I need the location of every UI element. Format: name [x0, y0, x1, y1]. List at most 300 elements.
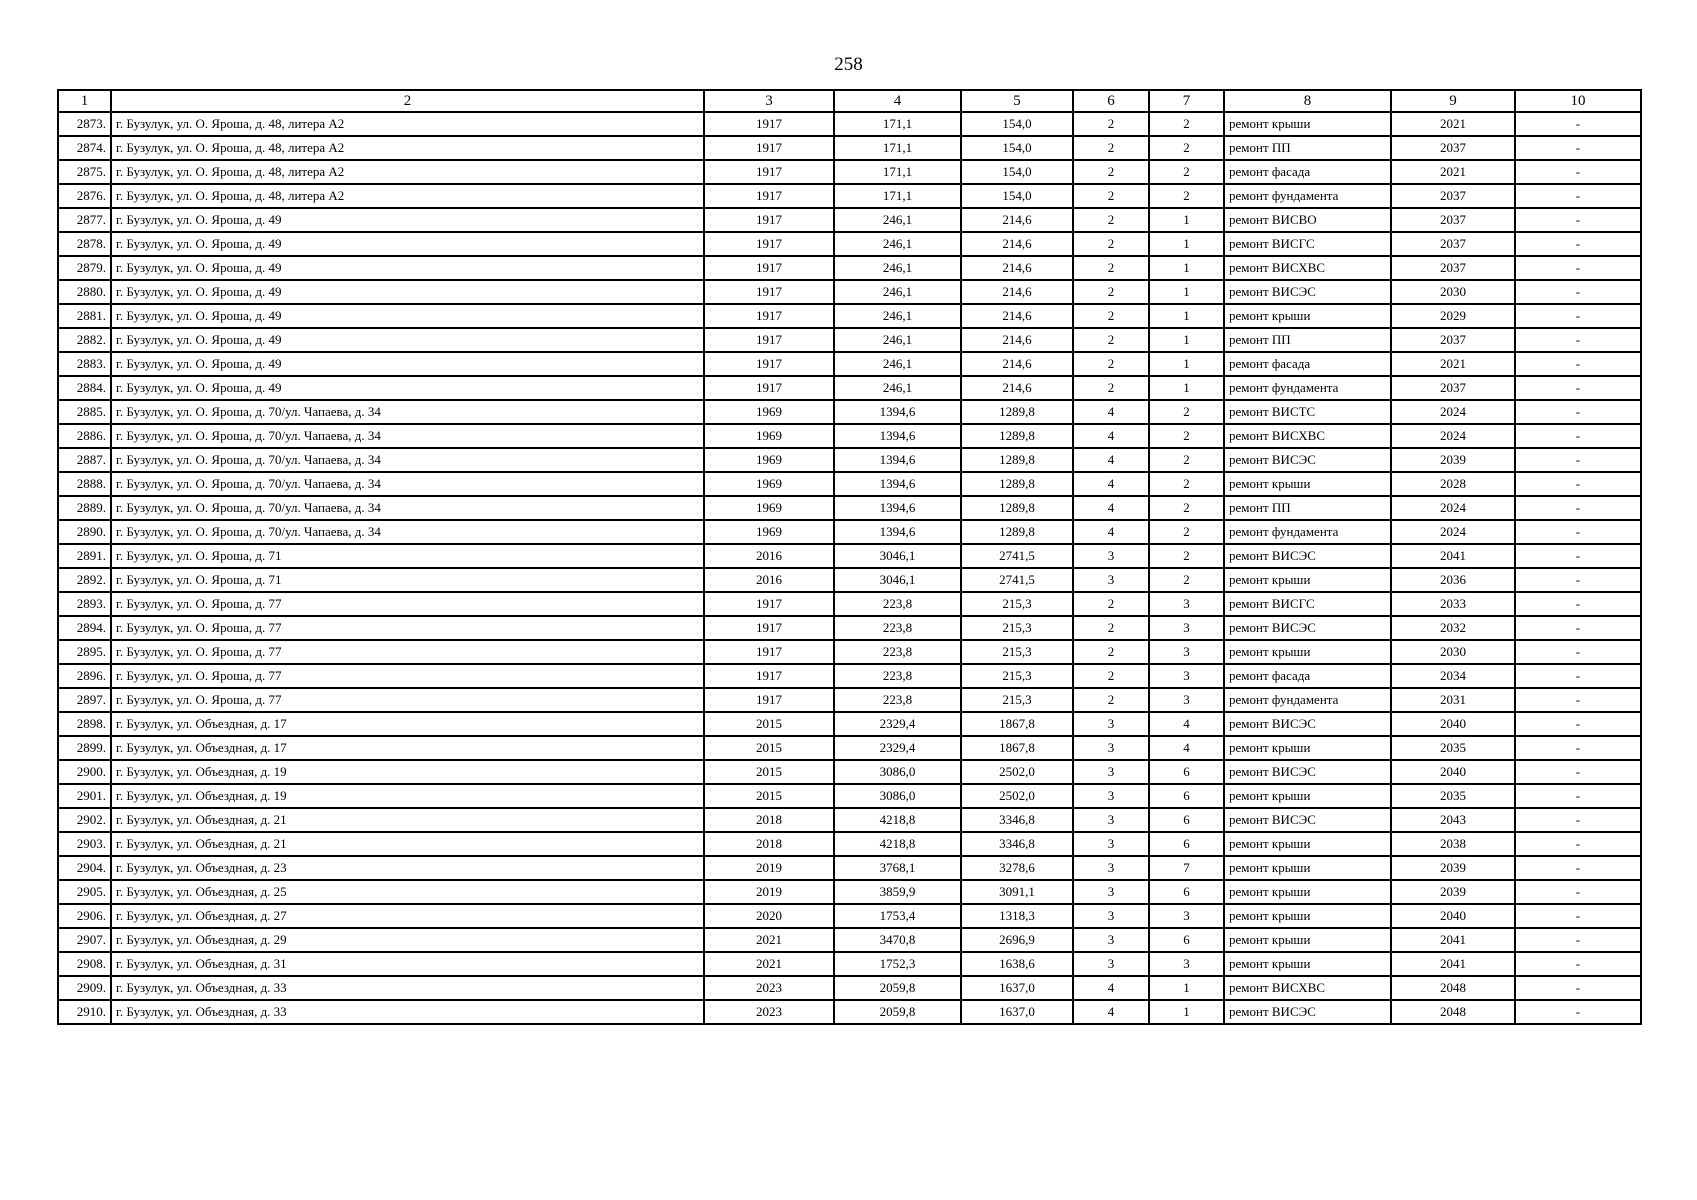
- table-body: [58, 112, 1641, 1024]
- total-area-cell: 3470,8: [834, 928, 961, 952]
- living-area-cell: 214,6: [961, 232, 1073, 256]
- floors-cell: 4: [1073, 976, 1149, 1000]
- living-area-cell: 214,6: [961, 256, 1073, 280]
- floors-cell: 3: [1073, 808, 1149, 832]
- living-area-cell: 2502,0: [961, 784, 1073, 808]
- row-number-cell: 2886.: [58, 424, 111, 448]
- year-built-cell: 1917: [704, 232, 834, 256]
- total-area-cell: 223,8: [834, 616, 961, 640]
- living-area-cell: 3346,8: [961, 808, 1073, 832]
- note-cell: -: [1515, 616, 1641, 640]
- work-type-cell: ремонт крыши: [1224, 832, 1391, 856]
- entrances-cell: 2: [1149, 112, 1224, 136]
- note-cell: -: [1515, 400, 1641, 424]
- work-type-cell: ремонт ПП: [1224, 136, 1391, 160]
- row-number-cell: 2883.: [58, 352, 111, 376]
- planned-year-cell: 2030: [1391, 640, 1515, 664]
- note-cell: -: [1515, 352, 1641, 376]
- year-built-cell: 1917: [704, 160, 834, 184]
- table-row: [58, 760, 1641, 784]
- row-number-cell: 2906.: [58, 904, 111, 928]
- floors-cell: 3: [1073, 904, 1149, 928]
- living-area-cell: 1289,8: [961, 472, 1073, 496]
- planned-year-cell: 2037: [1391, 136, 1515, 160]
- work-type-cell: ремонт ВИСХВС: [1224, 256, 1391, 280]
- note-cell: -: [1515, 520, 1641, 544]
- address-cell: г. Бузулук, ул. О. Яроша, д. 77: [111, 592, 704, 616]
- row-number-cell: 2910.: [58, 1000, 111, 1024]
- living-area-cell: 1867,8: [961, 736, 1073, 760]
- floors-cell: 3: [1073, 880, 1149, 904]
- total-area-cell: 171,1: [834, 112, 961, 136]
- floors-cell: 3: [1073, 544, 1149, 568]
- year-built-cell: 1917: [704, 136, 834, 160]
- entrances-cell: 2: [1149, 400, 1224, 424]
- living-area-cell: 215,3: [961, 664, 1073, 688]
- total-area-cell: 223,8: [834, 664, 961, 688]
- table-row: [58, 616, 1641, 640]
- work-type-cell: ремонт крыши: [1224, 928, 1391, 952]
- note-cell: -: [1515, 664, 1641, 688]
- work-type-cell: ремонт фасада: [1224, 664, 1391, 688]
- entrances-cell: 4: [1149, 736, 1224, 760]
- note-cell: -: [1515, 688, 1641, 712]
- living-area-cell: 1289,8: [961, 496, 1073, 520]
- planned-year-cell: 2037: [1391, 184, 1515, 208]
- table-row: [58, 424, 1641, 448]
- address-cell: г. Бузулук, ул. Объездная, д. 19: [111, 784, 704, 808]
- living-area-cell: 214,6: [961, 328, 1073, 352]
- table-row: [58, 328, 1641, 352]
- total-area-cell: 2329,4: [834, 736, 961, 760]
- entrances-cell: 1: [1149, 256, 1224, 280]
- column-number-4: 4: [834, 90, 961, 112]
- planned-year-cell: 2021: [1391, 352, 1515, 376]
- row-number-cell: 2898.: [58, 712, 111, 736]
- note-cell: -: [1515, 160, 1641, 184]
- address-cell: г. Бузулук, ул. О. Яроша, д. 70/ул. Чапаева, д. 34: [111, 448, 704, 472]
- address-cell: г. Бузулук, ул. О. Яроша, д. 70/ул. Чапаева, д. 34: [111, 520, 704, 544]
- work-type-cell: ремонт ВИСЭС: [1224, 544, 1391, 568]
- floors-cell: 2: [1073, 376, 1149, 400]
- work-type-cell: ремонт крыши: [1224, 304, 1391, 328]
- year-built-cell: 1917: [704, 208, 834, 232]
- row-number-cell: 2878.: [58, 232, 111, 256]
- floors-cell: 2: [1073, 328, 1149, 352]
- note-cell: -: [1515, 184, 1641, 208]
- entrances-cell: 1: [1149, 352, 1224, 376]
- year-built-cell: 2023: [704, 976, 834, 1000]
- floors-cell: 3: [1073, 928, 1149, 952]
- planned-year-cell: 2048: [1391, 976, 1515, 1000]
- living-area-cell: 214,6: [961, 208, 1073, 232]
- row-number-cell: 2875.: [58, 160, 111, 184]
- work-type-cell: ремонт ВИСЭС: [1224, 760, 1391, 784]
- year-built-cell: 1917: [704, 640, 834, 664]
- note-cell: -: [1515, 208, 1641, 232]
- note-cell: -: [1515, 328, 1641, 352]
- address-cell: г. Бузулук, ул. Объездная, д. 21: [111, 808, 704, 832]
- table-row: [58, 784, 1641, 808]
- living-area-cell: 1289,8: [961, 400, 1073, 424]
- planned-year-cell: 2024: [1391, 424, 1515, 448]
- entrances-cell: 7: [1149, 856, 1224, 880]
- work-type-cell: ремонт крыши: [1224, 952, 1391, 976]
- living-area-cell: 215,3: [961, 640, 1073, 664]
- address-cell: г. Бузулук, ул. О. Яроша, д. 77: [111, 616, 704, 640]
- row-number-cell: 2884.: [58, 376, 111, 400]
- address-cell: г. Бузулук, ул. Объездная, д. 25: [111, 880, 704, 904]
- column-number-8: 8: [1224, 90, 1391, 112]
- address-cell: г. Бузулук, ул. Объездная, д. 23: [111, 856, 704, 880]
- planned-year-cell: 2021: [1391, 112, 1515, 136]
- floors-cell: 2: [1073, 160, 1149, 184]
- entrances-cell: 3: [1149, 616, 1224, 640]
- note-cell: -: [1515, 376, 1641, 400]
- row-number-cell: 2894.: [58, 616, 111, 640]
- work-type-cell: ремонт фасада: [1224, 160, 1391, 184]
- entrances-cell: 1: [1149, 376, 1224, 400]
- work-type-cell: ремонт ВИСХВС: [1224, 976, 1391, 1000]
- table-row: [58, 664, 1641, 688]
- total-area-cell: 246,1: [834, 256, 961, 280]
- entrances-cell: 6: [1149, 808, 1224, 832]
- address-cell: г. Бузулук, ул. Объездная, д. 33: [111, 1000, 704, 1024]
- floors-cell: 4: [1073, 400, 1149, 424]
- row-number-cell: 2887.: [58, 448, 111, 472]
- year-built-cell: 2016: [704, 568, 834, 592]
- address-cell: г. Бузулук, ул. О. Яроша, д. 49: [111, 352, 704, 376]
- total-area-cell: 1394,6: [834, 496, 961, 520]
- row-number-cell: 2904.: [58, 856, 111, 880]
- total-area-cell: 246,1: [834, 280, 961, 304]
- row-number-cell: 2876.: [58, 184, 111, 208]
- table-row: [58, 520, 1641, 544]
- table-row: [58, 832, 1641, 856]
- total-area-cell: 171,1: [834, 160, 961, 184]
- planned-year-cell: 2039: [1391, 856, 1515, 880]
- year-built-cell: 2021: [704, 952, 834, 976]
- planned-year-cell: 2040: [1391, 712, 1515, 736]
- living-area-cell: 2696,9: [961, 928, 1073, 952]
- entrances-cell: 3: [1149, 952, 1224, 976]
- year-built-cell: 1917: [704, 328, 834, 352]
- work-type-cell: ремонт ВИСВО: [1224, 208, 1391, 232]
- planned-year-cell: 2037: [1391, 376, 1515, 400]
- year-built-cell: 2020: [704, 904, 834, 928]
- total-area-cell: 223,8: [834, 640, 961, 664]
- year-built-cell: 2015: [704, 736, 834, 760]
- year-built-cell: 2015: [704, 760, 834, 784]
- floors-cell: 3: [1073, 568, 1149, 592]
- floors-cell: 2: [1073, 184, 1149, 208]
- table-row: [58, 208, 1641, 232]
- entrances-cell: 1: [1149, 208, 1224, 232]
- column-number-row: [58, 90, 1641, 112]
- planned-year-cell: 2039: [1391, 880, 1515, 904]
- floors-cell: 2: [1073, 256, 1149, 280]
- work-type-cell: ремонт крыши: [1224, 880, 1391, 904]
- floors-cell: 2: [1073, 352, 1149, 376]
- year-built-cell: 2019: [704, 856, 834, 880]
- table-row: [58, 352, 1641, 376]
- planned-year-cell: 2037: [1391, 256, 1515, 280]
- table-row: [58, 568, 1641, 592]
- year-built-cell: 1917: [704, 376, 834, 400]
- table-row: [58, 904, 1641, 928]
- table-row: [58, 160, 1641, 184]
- row-number-cell: 2885.: [58, 400, 111, 424]
- total-area-cell: 3859,9: [834, 880, 961, 904]
- living-area-cell: 214,6: [961, 352, 1073, 376]
- floors-cell: 2: [1073, 304, 1149, 328]
- year-built-cell: 2019: [704, 880, 834, 904]
- row-number-cell: 2899.: [58, 736, 111, 760]
- note-cell: -: [1515, 592, 1641, 616]
- planned-year-cell: 2040: [1391, 760, 1515, 784]
- work-type-cell: ремонт фасада: [1224, 352, 1391, 376]
- year-built-cell: 1917: [704, 664, 834, 688]
- address-cell: г. Бузулук, ул. О. Яроша, д. 49: [111, 304, 704, 328]
- address-cell: г. Бузулук, ул. О. Яроша, д. 48, литера А2: [111, 184, 704, 208]
- total-area-cell: 3086,0: [834, 784, 961, 808]
- living-area-cell: 3091,1: [961, 880, 1073, 904]
- row-number-cell: 2890.: [58, 520, 111, 544]
- total-area-cell: 246,1: [834, 208, 961, 232]
- planned-year-cell: 2028: [1391, 472, 1515, 496]
- living-area-cell: 214,6: [961, 280, 1073, 304]
- row-number-cell: 2905.: [58, 880, 111, 904]
- column-number-6: 6: [1073, 90, 1149, 112]
- row-number-cell: 2893.: [58, 592, 111, 616]
- table-row: [58, 1000, 1641, 1024]
- total-area-cell: 246,1: [834, 232, 961, 256]
- year-built-cell: 1917: [704, 304, 834, 328]
- table-row: [58, 976, 1641, 1000]
- planned-year-cell: 2033: [1391, 592, 1515, 616]
- floors-cell: 2: [1073, 232, 1149, 256]
- work-type-cell: ремонт ВИСЭС: [1224, 712, 1391, 736]
- living-area-cell: 1318,3: [961, 904, 1073, 928]
- floors-cell: 2: [1073, 616, 1149, 640]
- year-built-cell: 1969: [704, 472, 834, 496]
- floors-cell: 3: [1073, 952, 1149, 976]
- planned-year-cell: 2043: [1391, 808, 1515, 832]
- entrances-cell: 2: [1149, 136, 1224, 160]
- total-area-cell: 223,8: [834, 688, 961, 712]
- year-built-cell: 1969: [704, 400, 834, 424]
- floors-cell: 4: [1073, 520, 1149, 544]
- note-cell: -: [1515, 952, 1641, 976]
- floors-cell: 2: [1073, 280, 1149, 304]
- note-cell: -: [1515, 232, 1641, 256]
- year-built-cell: 1969: [704, 520, 834, 544]
- planned-year-cell: 2024: [1391, 496, 1515, 520]
- row-number-cell: 2888.: [58, 472, 111, 496]
- entrances-cell: 4: [1149, 712, 1224, 736]
- note-cell: -: [1515, 736, 1641, 760]
- address-cell: г. Бузулук, ул. О. Яроша, д. 70/ул. Чапаева, д. 34: [111, 424, 704, 448]
- living-area-cell: 3346,8: [961, 832, 1073, 856]
- table-row: [58, 952, 1641, 976]
- row-number-cell: 2877.: [58, 208, 111, 232]
- living-area-cell: 154,0: [961, 160, 1073, 184]
- year-built-cell: 2015: [704, 784, 834, 808]
- total-area-cell: 3086,0: [834, 760, 961, 784]
- floors-cell: 4: [1073, 496, 1149, 520]
- note-cell: -: [1515, 448, 1641, 472]
- total-area-cell: 171,1: [834, 136, 961, 160]
- column-number-1: 1: [58, 90, 111, 112]
- entrances-cell: 2: [1149, 520, 1224, 544]
- note-cell: -: [1515, 304, 1641, 328]
- total-area-cell: 4218,8: [834, 808, 961, 832]
- note-cell: -: [1515, 568, 1641, 592]
- entrances-cell: 6: [1149, 760, 1224, 784]
- row-number-cell: 2881.: [58, 304, 111, 328]
- floors-cell: 4: [1073, 424, 1149, 448]
- total-area-cell: 1394,6: [834, 400, 961, 424]
- column-number-9: 9: [1391, 90, 1515, 112]
- year-built-cell: 1969: [704, 424, 834, 448]
- total-area-cell: 223,8: [834, 592, 961, 616]
- work-type-cell: ремонт крыши: [1224, 856, 1391, 880]
- living-area-cell: 1637,0: [961, 976, 1073, 1000]
- living-area-cell: 2502,0: [961, 760, 1073, 784]
- address-cell: г. Бузулук, ул. О. Яроша, д. 49: [111, 208, 704, 232]
- address-cell: г. Бузулук, ул. Объездная, д. 17: [111, 712, 704, 736]
- note-cell: -: [1515, 976, 1641, 1000]
- planned-year-cell: 2041: [1391, 544, 1515, 568]
- row-number-cell: 2901.: [58, 784, 111, 808]
- living-area-cell: 1289,8: [961, 424, 1073, 448]
- total-area-cell: 246,1: [834, 352, 961, 376]
- living-area-cell: 2741,5: [961, 568, 1073, 592]
- floors-cell: 2: [1073, 208, 1149, 232]
- total-area-cell: 246,1: [834, 328, 961, 352]
- entrances-cell: 3: [1149, 592, 1224, 616]
- year-built-cell: 2018: [704, 808, 834, 832]
- table-row: [58, 376, 1641, 400]
- address-cell: г. Бузулук, ул. Объездная, д. 17: [111, 736, 704, 760]
- address-cell: г. Бузулук, ул. О. Яроша, д. 70/ул. Чапаева, д. 34: [111, 472, 704, 496]
- year-built-cell: 1917: [704, 184, 834, 208]
- work-type-cell: ремонт крыши: [1224, 784, 1391, 808]
- year-built-cell: 1917: [704, 280, 834, 304]
- entrances-cell: 2: [1149, 160, 1224, 184]
- living-area-cell: 1289,8: [961, 520, 1073, 544]
- year-built-cell: 1917: [704, 112, 834, 136]
- year-built-cell: 2023: [704, 1000, 834, 1024]
- note-cell: -: [1515, 472, 1641, 496]
- entrances-cell: 1: [1149, 304, 1224, 328]
- address-cell: г. Бузулук, ул. О. Яроша, д. 77: [111, 688, 704, 712]
- floors-cell: 3: [1073, 784, 1149, 808]
- entrances-cell: 2: [1149, 424, 1224, 448]
- table-row: [58, 640, 1641, 664]
- floors-cell: 3: [1073, 712, 1149, 736]
- column-number-2: 2: [111, 90, 704, 112]
- planned-year-cell: 2024: [1391, 400, 1515, 424]
- year-built-cell: 1969: [704, 448, 834, 472]
- row-number-cell: 2882.: [58, 328, 111, 352]
- floors-cell: 2: [1073, 664, 1149, 688]
- year-built-cell: 1917: [704, 256, 834, 280]
- year-built-cell: 2016: [704, 544, 834, 568]
- note-cell: -: [1515, 280, 1641, 304]
- row-number-cell: 2909.: [58, 976, 111, 1000]
- living-area-cell: 1289,8: [961, 448, 1073, 472]
- living-area-cell: 214,6: [961, 376, 1073, 400]
- table-row: [58, 856, 1641, 880]
- table-row: [58, 928, 1641, 952]
- note-cell: -: [1515, 136, 1641, 160]
- repair-schedule-table: [57, 89, 1642, 1025]
- row-number-cell: 2892.: [58, 568, 111, 592]
- row-number-cell: 2907.: [58, 928, 111, 952]
- total-area-cell: 1753,4: [834, 904, 961, 928]
- work-type-cell: ремонт крыши: [1224, 568, 1391, 592]
- living-area-cell: 1638,6: [961, 952, 1073, 976]
- address-cell: г. Бузулук, ул. О. Яроша, д. 49: [111, 280, 704, 304]
- address-cell: г. Бузулук, ул. Объездная, д. 33: [111, 976, 704, 1000]
- table-row: [58, 256, 1641, 280]
- note-cell: -: [1515, 712, 1641, 736]
- row-number-cell: 2889.: [58, 496, 111, 520]
- address-cell: г. Бузулук, ул. О. Яроша, д. 49: [111, 328, 704, 352]
- year-built-cell: 1917: [704, 688, 834, 712]
- table-row: [58, 688, 1641, 712]
- note-cell: -: [1515, 880, 1641, 904]
- floors-cell: 2: [1073, 688, 1149, 712]
- total-area-cell: 3046,1: [834, 568, 961, 592]
- work-type-cell: ремонт ВИСГС: [1224, 232, 1391, 256]
- planned-year-cell: 2040: [1391, 904, 1515, 928]
- note-cell: -: [1515, 496, 1641, 520]
- work-type-cell: ремонт ВИСЭС: [1224, 1000, 1391, 1024]
- note-cell: -: [1515, 640, 1641, 664]
- column-number-5: 5: [961, 90, 1073, 112]
- address-cell: г. Бузулук, ул. О. Яроша, д. 77: [111, 664, 704, 688]
- address-cell: г. Бузулук, ул. О. Яроша, д. 48, литера А2: [111, 112, 704, 136]
- table-row: [58, 448, 1641, 472]
- planned-year-cell: 2035: [1391, 784, 1515, 808]
- work-type-cell: ремонт ВИСХВС: [1224, 424, 1391, 448]
- address-cell: г. Бузулук, ул. О. Яроша, д. 71: [111, 544, 704, 568]
- table-row: [58, 232, 1641, 256]
- floors-cell: 3: [1073, 736, 1149, 760]
- living-area-cell: 1637,0: [961, 1000, 1073, 1024]
- planned-year-cell: 2024: [1391, 520, 1515, 544]
- row-number-cell: 2908.: [58, 952, 111, 976]
- row-number-cell: 2895.: [58, 640, 111, 664]
- work-type-cell: ремонт фундамента: [1224, 688, 1391, 712]
- address-cell: г. Бузулук, ул. О. Яроша, д. 48, литера А2: [111, 136, 704, 160]
- note-cell: -: [1515, 832, 1641, 856]
- note-cell: -: [1515, 544, 1641, 568]
- note-cell: -: [1515, 256, 1641, 280]
- entrances-cell: 6: [1149, 832, 1224, 856]
- row-number-cell: 2874.: [58, 136, 111, 160]
- planned-year-cell: 2021: [1391, 160, 1515, 184]
- planned-year-cell: 2035: [1391, 736, 1515, 760]
- floors-cell: 2: [1073, 112, 1149, 136]
- address-cell: г. Бузулук, ул. Объездная, д. 27: [111, 904, 704, 928]
- address-cell: г. Бузулук, ул. Объездная, д. 31: [111, 952, 704, 976]
- planned-year-cell: 2037: [1391, 232, 1515, 256]
- total-area-cell: 1394,6: [834, 520, 961, 544]
- floors-cell: 4: [1073, 472, 1149, 496]
